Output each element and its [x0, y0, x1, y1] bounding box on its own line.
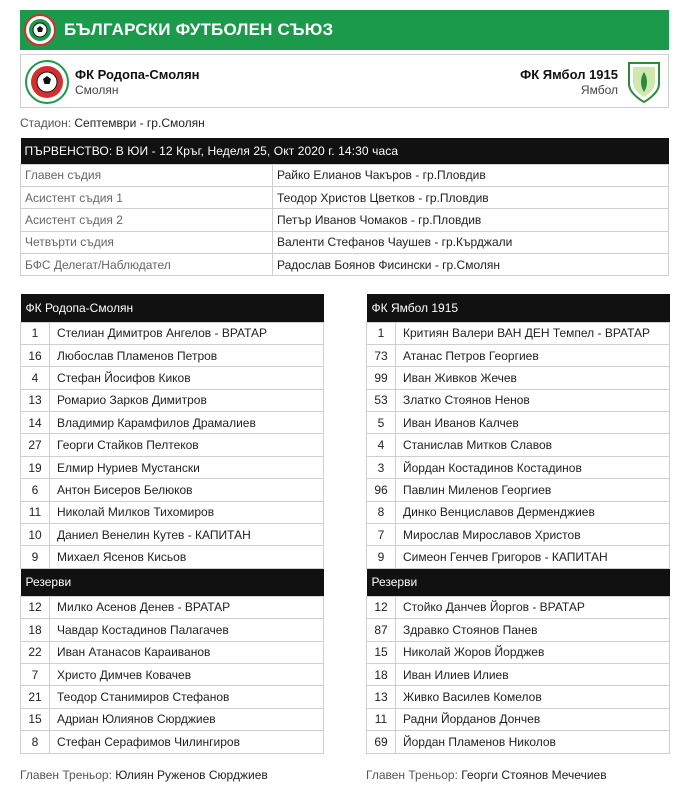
reserves-title: Резерви [367, 568, 670, 596]
player-row [367, 731, 670, 753]
player-number: 11 [21, 501, 50, 523]
player-row [21, 501, 324, 523]
player-name: Милко Асенов Денев - ВРАТАР [50, 596, 324, 618]
player-row [21, 434, 324, 456]
player-row [367, 663, 670, 685]
coach-label: Главен Треньор: [366, 768, 458, 782]
official-row [21, 164, 669, 186]
official-row [21, 254, 669, 276]
player-name: Иван Живков Жечев [396, 367, 670, 389]
away-team-name: ФК Ямбол 1915 [520, 67, 618, 82]
player-name: Теодор Станимиров Стефанов [50, 686, 324, 708]
player-name: Антон Бисеров Белюков [50, 479, 324, 501]
player-number: 22 [21, 641, 50, 663]
home-team-city: Смолян [75, 83, 119, 97]
player-name: Любослав Пламенов Петров [50, 344, 324, 366]
official-role: Главен съдия [21, 164, 273, 186]
player-name: Стойко Данчев Йоргов - ВРАТАР [396, 596, 670, 618]
officials-table [20, 138, 669, 276]
player-row [367, 619, 670, 641]
player-row [367, 641, 670, 663]
player-name: Ромарио Зарков Димитров [50, 389, 324, 411]
player-number: 6 [21, 479, 50, 501]
yambol-crest-icon [626, 60, 662, 104]
player-number: 1 [367, 322, 396, 344]
player-name: Христо Димчев Ковачев [50, 663, 324, 685]
player-number: 73 [367, 344, 396, 366]
player-name: Атанас Петров Георгиев [396, 344, 670, 366]
official-row [21, 209, 669, 231]
player-name: Станислав Митков Славов [396, 434, 670, 456]
coach-name: Юлиян Руженов Сюрджиев [115, 768, 268, 782]
player-row [21, 546, 324, 568]
official-role: Четвърти съдия [21, 231, 273, 253]
player-row [367, 389, 670, 411]
home-starters [21, 322, 324, 568]
home-coach [20, 768, 268, 782]
reserves-header-row [367, 568, 670, 596]
player-row [367, 434, 670, 456]
player-number: 69 [367, 731, 396, 753]
player-name: Иван Илиев Илиев [396, 663, 670, 685]
player-number: 16 [21, 344, 50, 366]
player-number: 18 [367, 663, 396, 685]
home-team [25, 60, 200, 104]
player-number: 10 [21, 524, 50, 546]
player-number: 19 [21, 456, 50, 478]
player-name: Георги Стайков Пелтеков [50, 434, 324, 456]
player-number: 96 [367, 479, 396, 501]
stadium-value: Септември - гр.Смолян [74, 116, 205, 130]
player-row [21, 731, 324, 753]
player-name: Мирослав Мирославов Христов [396, 524, 670, 546]
official-name: Теодор Христов Цветков - гр.Пловдив [273, 186, 669, 208]
player-name: Павлин Миленов Георгиев [396, 479, 670, 501]
player-row [21, 524, 324, 546]
player-number: 9 [21, 546, 50, 568]
player-row [21, 456, 324, 478]
official-name: Райко Елианов Чакъров - гр.Пловдив [273, 164, 669, 186]
player-name: Стефан Серафимов Чилингиров [50, 731, 324, 753]
lineup-header-row [21, 294, 324, 322]
player-row [367, 501, 670, 523]
player-row [21, 479, 324, 501]
match-info: ПЪРВЕНСТВО: В ЮИ - 12 Кръг, Неделя 25, Окт 2020 г. 14:30 часа [24, 143, 399, 158]
player-number: 27 [21, 434, 50, 456]
player-name: Живко Василев Комелов [396, 686, 670, 708]
player-name: Стефан Йосифов Киков [50, 367, 324, 389]
player-number: 5 [367, 412, 396, 434]
player-name: Златко Стоянов Ненов [396, 389, 670, 411]
home-reserves [21, 596, 324, 753]
player-name: Чавдар Костадинов Палагачев [50, 619, 324, 641]
player-number: 53 [367, 389, 396, 411]
player-row [21, 641, 324, 663]
official-role: Асистент съдия 1 [21, 186, 273, 208]
stadium-line [20, 116, 205, 130]
player-row [21, 322, 324, 344]
federation-title: БЪЛГАРСКИ ФУТБОЛЕН СЪЮЗ [64, 20, 334, 39]
player-name: Иван Иванов Калчев [396, 412, 670, 434]
federation-header [20, 10, 669, 50]
away-coach [366, 768, 607, 782]
lineup-header-row [367, 294, 670, 322]
home-team-name: ФК Родопа-Смолян [75, 67, 200, 82]
player-number: 14 [21, 412, 50, 434]
match-info-row [21, 138, 669, 164]
player-number: 13 [21, 389, 50, 411]
away-starters [367, 322, 670, 568]
away-team-city: Ямбол [580, 83, 618, 97]
official-name: Радослав Боянов Фисински - гр.Смолян [273, 254, 669, 276]
home-lineup-table [20, 294, 324, 754]
player-row [21, 663, 324, 685]
player-number: 4 [367, 434, 396, 456]
player-name: Стелиан Димитров Ангелов - ВРАТАР [50, 322, 324, 344]
player-row [21, 412, 324, 434]
official-role: Асистент съдия 2 [21, 209, 273, 231]
away-reserves [367, 596, 670, 753]
player-name: Михаел Ясенов Кисьов [50, 546, 324, 568]
official-row [21, 186, 669, 208]
player-row [367, 367, 670, 389]
player-row [367, 546, 670, 568]
player-name: Йордан Костадинов Костадинов [396, 456, 670, 478]
player-number: 8 [367, 501, 396, 523]
player-row [367, 456, 670, 478]
away-lineup-table [366, 294, 670, 754]
player-name: Радни Йорданов Дончев [396, 708, 670, 730]
player-number: 15 [367, 641, 396, 663]
player-row [21, 686, 324, 708]
player-name: Динко Венциславов Дерменджиев [396, 501, 670, 523]
player-name: Критиян Валери ВАН ДЕН Темпел - ВРАТАР [396, 322, 670, 344]
player-row [21, 344, 324, 366]
player-row [21, 596, 324, 618]
player-name: Адриан Юлиянов Сюрджиев [50, 708, 324, 730]
stadium-label: Стадион: [20, 116, 72, 130]
official-row [21, 231, 669, 253]
lineup-title: ФК Родопа-Смолян [21, 294, 324, 322]
lineup-title: ФК Ямбол 1915 [367, 294, 670, 322]
player-number: 7 [21, 663, 50, 685]
player-row [367, 412, 670, 434]
player-number: 3 [367, 456, 396, 478]
bfs-logo-icon [24, 14, 56, 46]
player-row [21, 367, 324, 389]
coach-name: Георги Стоянов Мечечиев [461, 768, 607, 782]
player-row [367, 686, 670, 708]
player-number: 8 [21, 731, 50, 753]
player-number: 15 [21, 708, 50, 730]
official-role: БФС Делегат/Наблюдател [21, 254, 273, 276]
away-team [520, 60, 662, 104]
player-number: 11 [367, 708, 396, 730]
player-row [367, 524, 670, 546]
official-name: Валенти Стефанов Чаушев - гр.Кърджали [273, 231, 669, 253]
player-name: Даниел Венелин Кутев - КАПИТАН [50, 524, 324, 546]
coach-label: Главен Треньор: [20, 768, 112, 782]
rodopa-crest-icon [25, 60, 69, 104]
player-name: Симеон Генчев Григоров - КАПИТАН [396, 546, 670, 568]
player-name: Йордан Пламенов Николов [396, 731, 670, 753]
player-row [21, 389, 324, 411]
official-name: Петър Иванов Чомаков - гр.Пловдив [273, 209, 669, 231]
player-name: Елмир Нуриев Мустански [50, 456, 324, 478]
player-row [367, 344, 670, 366]
player-number: 12 [21, 596, 50, 618]
player-number: 18 [21, 619, 50, 641]
player-row [21, 619, 324, 641]
player-row [21, 708, 324, 730]
teams-panel [20, 54, 669, 108]
player-number: 87 [367, 619, 396, 641]
player-name: Владимир Карамфилов Драмалиев [50, 412, 324, 434]
reserves-header-row [21, 568, 324, 596]
player-number: 21 [21, 686, 50, 708]
player-number: 12 [367, 596, 396, 618]
player-name: Николай Жоров Йорджев [396, 641, 670, 663]
player-row [367, 479, 670, 501]
player-number: 7 [367, 524, 396, 546]
player-number: 13 [367, 686, 396, 708]
player-row [367, 596, 670, 618]
player-name: Николай Милков Тихомиров [50, 501, 324, 523]
reserves-title: Резерви [21, 568, 324, 596]
player-row [367, 322, 670, 344]
player-number: 99 [367, 367, 396, 389]
player-row [367, 708, 670, 730]
player-number: 9 [367, 546, 396, 568]
player-number: 4 [21, 367, 50, 389]
player-name: Иван Атанасов Караиванов [50, 641, 324, 663]
player-number: 1 [21, 322, 50, 344]
player-name: Здравко Стоянов Панев [396, 619, 670, 641]
